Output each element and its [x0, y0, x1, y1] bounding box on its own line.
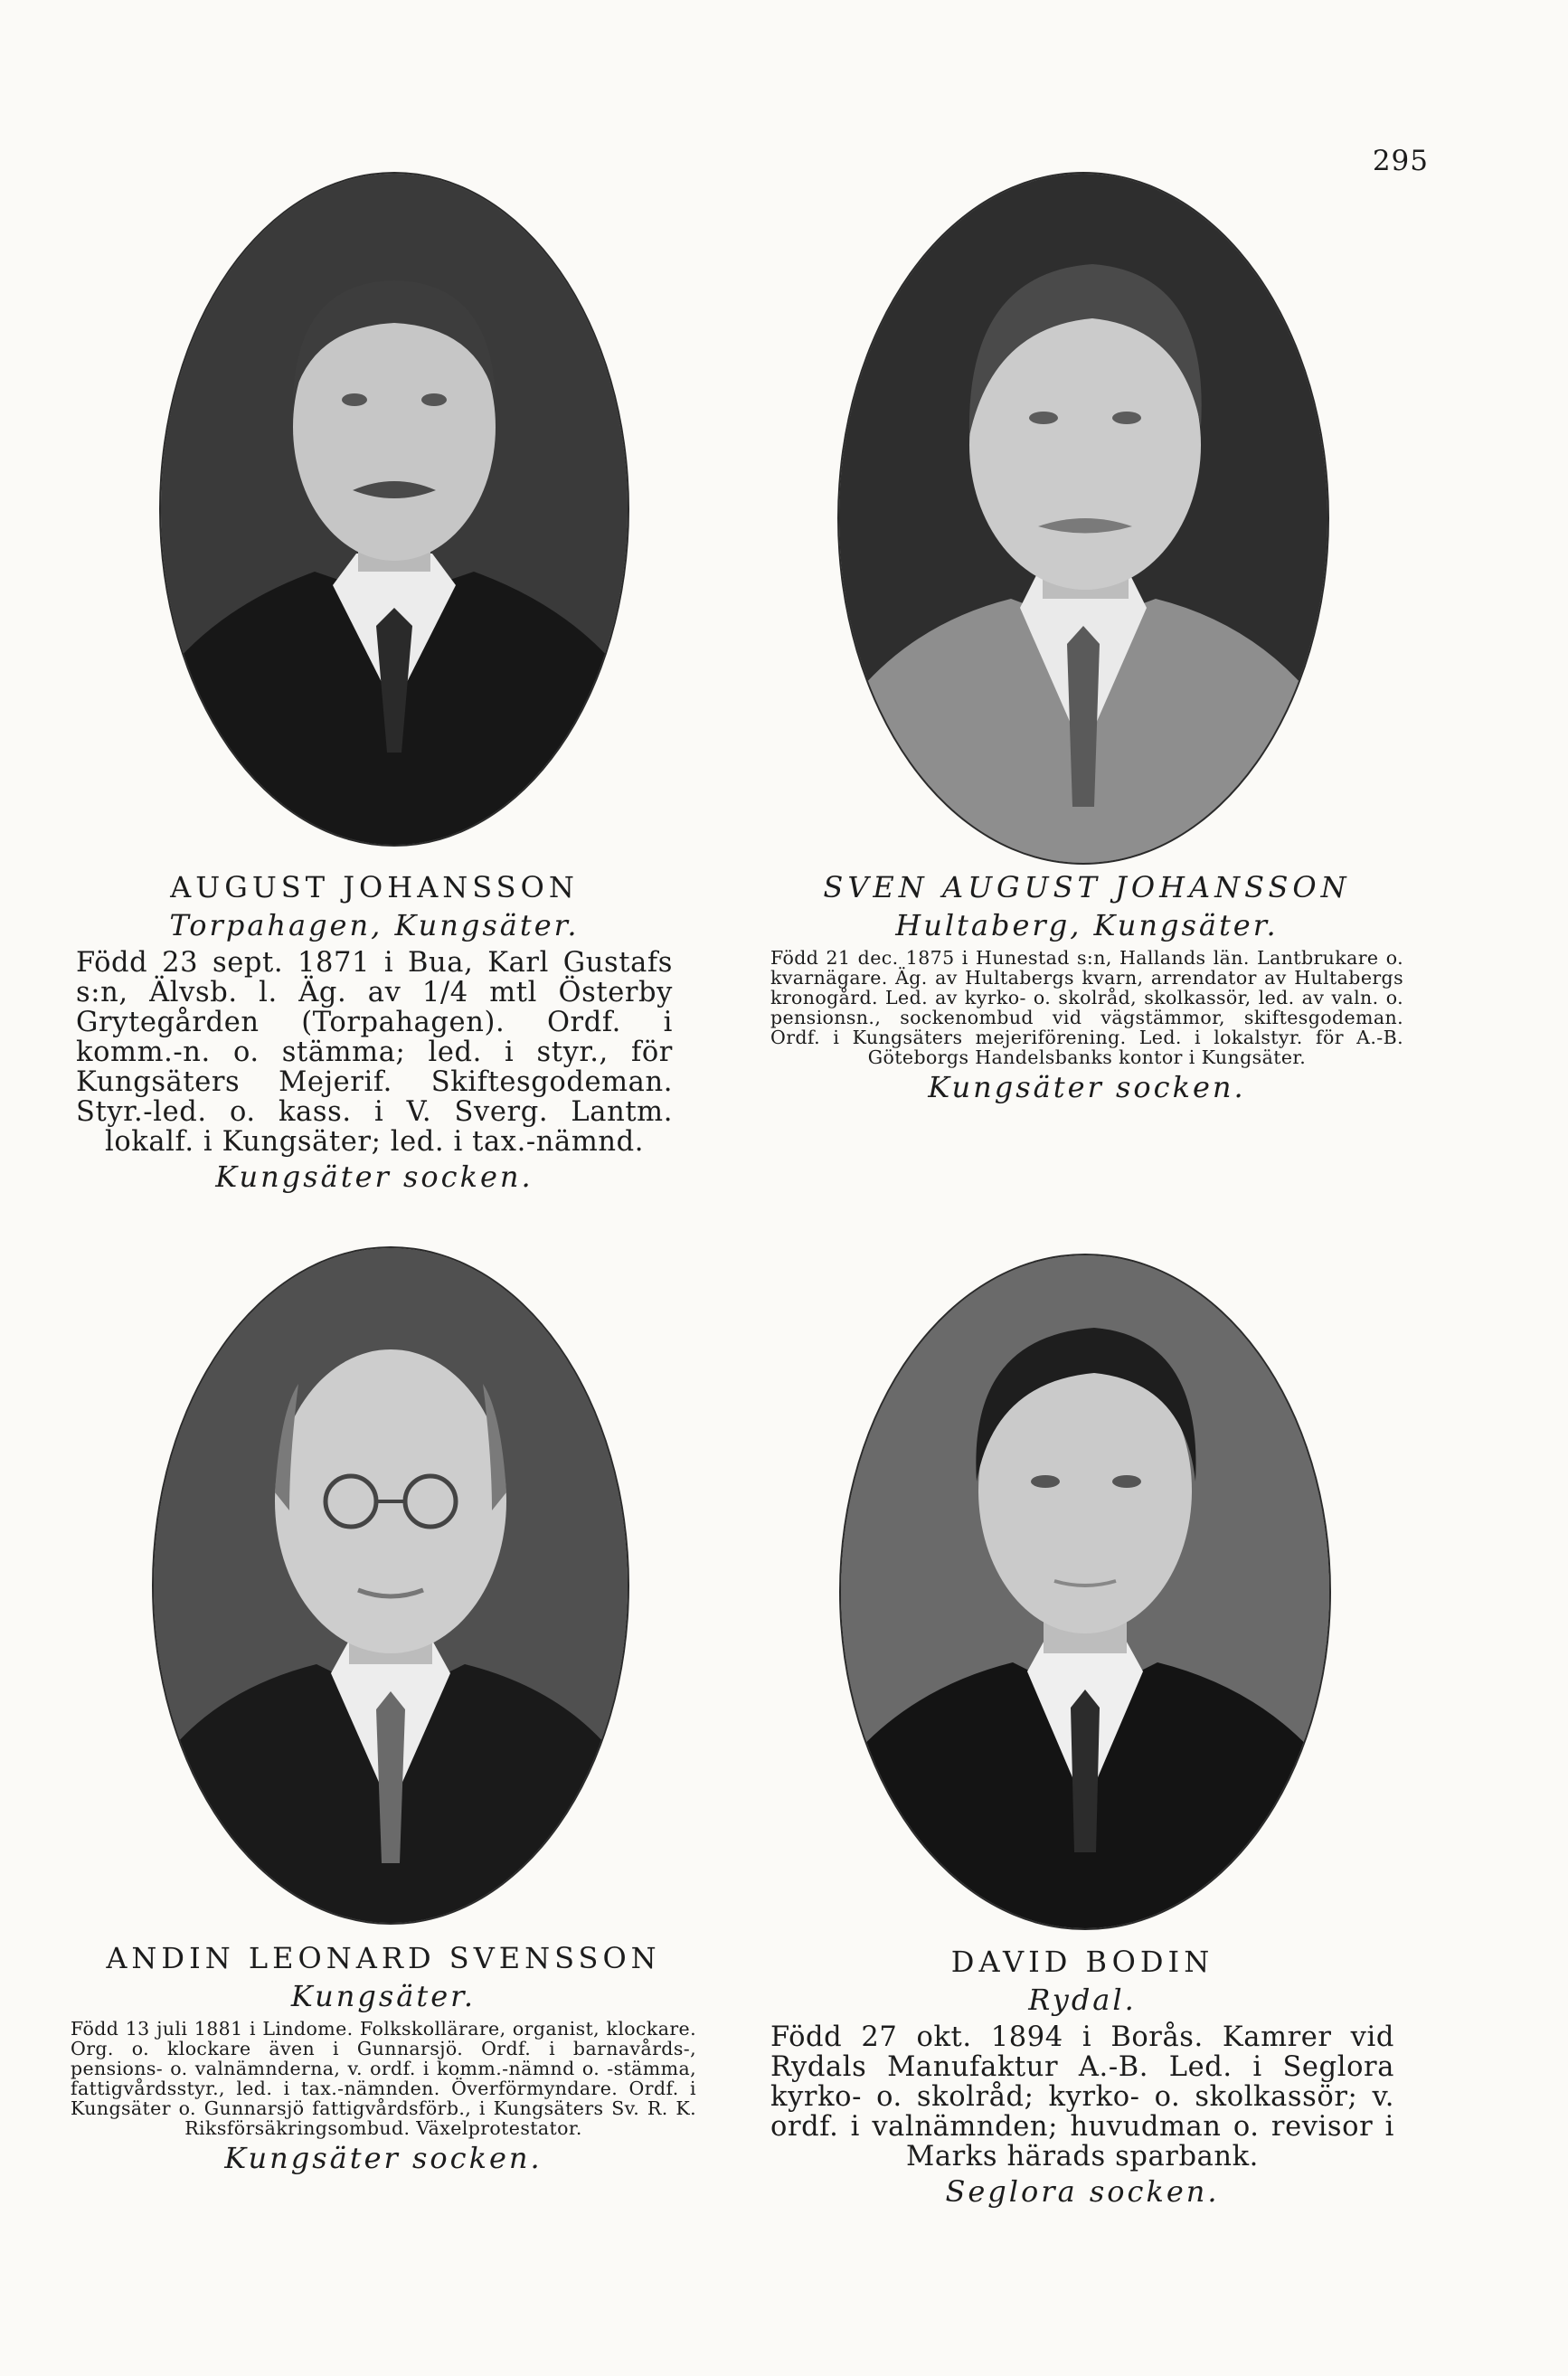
page-number: 295 [1372, 145, 1429, 177]
portrait-photo [841, 1255, 1329, 1928]
portrait-sven-august-johansson [839, 174, 1327, 863]
entry-august-johansson [76, 868, 673, 1195]
person-parish: Seglora socken. [945, 2174, 1220, 2209]
portrait-david-bodin [841, 1255, 1329, 1928]
portrait-photo [839, 174, 1327, 863]
person-residence: Torpahagen, Kungsäter. [169, 908, 580, 942]
entry-andin-leonard-svensson [71, 1939, 696, 2176]
person-name: ANDIN LEONARD SVENSSON [106, 1941, 661, 1975]
person-residence: Kungsäter. [290, 1979, 477, 2013]
person-parish: Kungsäter socken. [215, 1160, 534, 1194]
entry-sven-august-johansson [770, 868, 1403, 1105]
person-biography: Född 27 okt. 1894 i Borås. Kamrer vid Rydals Manufaktur A.-B. Led. i Seglora kyrko- o. skolråd; kyrko- o. skolkassör; v. ordf. i valnämnden; huvudman o. revisor i Marks härads sparbank. [770, 2021, 1394, 2172]
portrait-andin-leonard-svensson [154, 1248, 628, 1923]
person-name: SVEN AUGUST JOHANSSON [823, 870, 1351, 904]
person-biography: Född 13 juli 1881 i Lindome. Folkskollärare, organist, klockare. Org. o. klockare även i Gunnarsjö. Ordf. i barnavårds-, pensions- o. valnämnderna, v. ordf. i komm.-nämnd o. -stämma, fattigvårdsstyr., led. i tax.-nämnden. Överförmyndare. Ordf. i Kungsäter o. Gunnarsjö fattigvårdsförb., i Kungsäters Sv. R. K. Riksförsäkringsombud. Växelprotestator. [71, 2018, 696, 2139]
portrait-photo [161, 174, 628, 845]
person-residence: Rydal. [1028, 1983, 1137, 2017]
person-name: DAVID BODIN [950, 1945, 1214, 1979]
person-biography: Född 23 sept. 1871 i Bua, Karl Gustafs s:n, Älvsb. l. Äg. av 1/4 mtl Österby Grytegården (Torpahagen). Ordf. i komm.-n. o. stämma; led. i styr., för Kungsäters Mejerif. Skiftesgodeman. Styr.-led. o. kass. i V. Sverg. Lantm. lokalf. i Kungsäter; led. i tax.-nämnd. [76, 947, 673, 1158]
portrait-august-johansson [161, 174, 628, 845]
person-biography: Född 21 dec. 1875 i Hunestad s:n, Hallands län. Lantbrukare o. kvarnägare. Äg. av Hultabergs kvarn, arrendator av Hultabergs kronogård. Led. av kyrko- o. skolråd, skolkassör, led. av valn. o. pensionsn., sockenombud vid vägstämmor, skiftesgodeman. Ordf. i Kungsäters mejeriförening. Led. i lokalstyr. för A.-B. Göteborgs Handelsbanks kontor i Kungsäter. [770, 947, 1403, 1068]
entry-david-bodin [770, 1943, 1394, 2210]
person-name: AUGUST JOHANSSON [170, 870, 579, 904]
person-parish: Kungsäter socken. [928, 1070, 1246, 1104]
portrait-photo [154, 1248, 628, 1923]
person-residence: Hultaberg, Kungsäter. [895, 908, 1279, 942]
person-parish: Kungsäter socken. [224, 2141, 543, 2175]
